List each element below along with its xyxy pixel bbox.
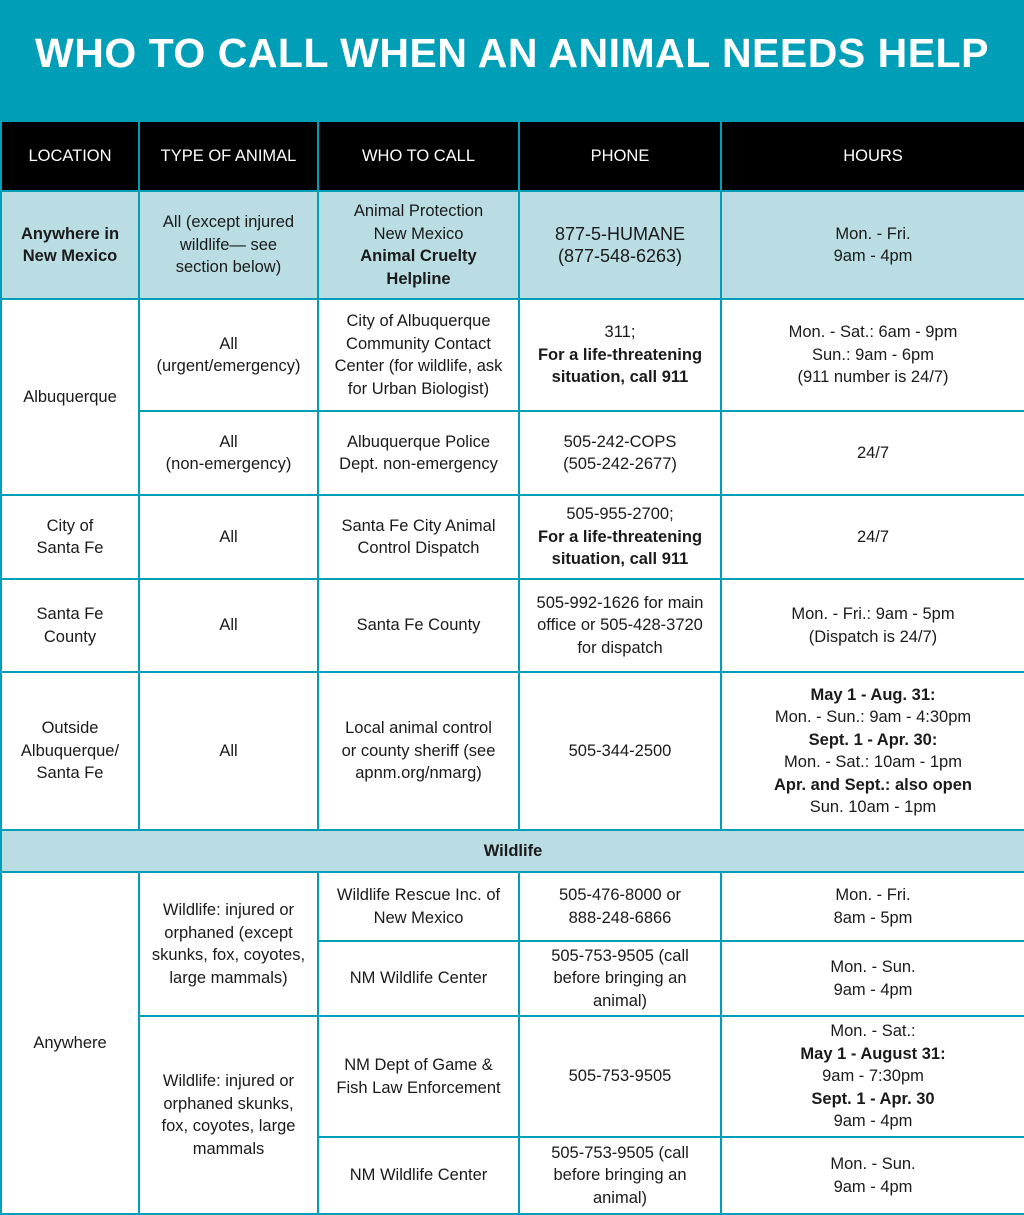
- header-type: TYPE OF ANIMAL: [139, 121, 318, 191]
- contact-table: [0, 120, 1024, 1215]
- hours-cell: Mon. - Sat.: May 1 - August 31: 9am - 7:30pm Sept. 1 - Apr. 30 9am - 4pm: [721, 1016, 1024, 1137]
- location-cell: Albuquerque: [1, 299, 139, 495]
- hours-cell: Mon. - Sat.: 6am - 9pm Sun.: 9am - 6pm (911 number is 24/7): [721, 299, 1024, 411]
- table-row: [1, 411, 1024, 495]
- section-heading-row: [1, 830, 1024, 872]
- table-row: [1, 495, 1024, 579]
- header-location: LOCATION: [1, 121, 139, 191]
- location-cell: Anywhere in New Mexico: [1, 191, 139, 299]
- table-row: [1, 579, 1024, 672]
- who-cell: NM Wildlife Center: [318, 941, 519, 1016]
- table-row: [1, 191, 1024, 299]
- who-cell: NM Dept of Game & Fish Law Enforcement: [318, 1016, 519, 1137]
- location-cell: City of Santa Fe: [1, 495, 139, 579]
- hours-cell: 24/7: [721, 495, 1024, 579]
- hours-cell: Mon. - Fri. 8am - 5pm: [721, 872, 1024, 941]
- who-cell: City of Albuquerque Community Contact Center (for wildlife, ask for Urban Biologist): [318, 299, 519, 411]
- type-cell: All (non-emergency): [139, 411, 318, 495]
- who-cell: Albuquerque Police Dept. non-emergency: [318, 411, 519, 495]
- type-cell: Wildlife: injured or orphaned skunks, fox, coyotes, large mammals: [139, 1016, 318, 1214]
- type-cell: All: [139, 672, 318, 830]
- hours-cell: Mon. - Fri. 9am - 4pm: [721, 191, 1024, 299]
- who-cell: Local animal control or county sheriff (see apnm.org/nmarg): [318, 672, 519, 830]
- type-cell: All: [139, 495, 318, 579]
- phone-cell: 311; For a life-threatening situation, call 911: [519, 299, 721, 411]
- page-title: WHO TO CALL WHEN AN ANIMAL NEEDS HELP: [35, 30, 989, 76]
- phone-cell: 505-955-2700; For a life-threatening situation, call 911: [519, 495, 721, 579]
- type-cell: All (urgent/emergency): [139, 299, 318, 411]
- hours-cell: Mon. - Sun. 9am - 4pm: [721, 1137, 1024, 1214]
- phone-cell: 877-5-HUMANE (877-548-6263): [519, 191, 721, 299]
- hours-cell: May 1 - Aug. 31: Mon. - Sun.: 9am - 4:30pm Sept. 1 - Apr. 30: Mon. - Sat.: 10am - 1pm Apr. and Sept.: also open Sun. 10am - 1pm: [721, 672, 1024, 830]
- hours-cell: Mon. - Fri.: 9am - 5pm (Dispatch is 24/7): [721, 579, 1024, 672]
- type-cell: Wildlife: injured or orphaned (except skunks, fox, coyotes, large mammals): [139, 872, 318, 1016]
- phone-cell: 505-753-9505 (call before bringing an animal): [519, 1137, 721, 1214]
- title-banner: [0, 0, 1024, 120]
- phone-cell: 505-242-COPS (505-242-2677): [519, 411, 721, 495]
- phone-cell: 505-753-9505 (call before bringing an animal): [519, 941, 721, 1016]
- wildlife-heading: Wildlife: [1, 830, 1024, 872]
- who-cell: Animal Protection New Mexico Animal Cruelty Helpline: [318, 191, 519, 299]
- who-cell: Santa Fe City Animal Control Dispatch: [318, 495, 519, 579]
- hours-cell: Mon. - Sun. 9am - 4pm: [721, 941, 1024, 1016]
- type-cell: All (except injured wildlife— see section below): [139, 191, 318, 299]
- header-phone: PHONE: [519, 121, 721, 191]
- phone-cell: 505-753-9505: [519, 1016, 721, 1137]
- location-cell: Santa Fe County: [1, 579, 139, 672]
- location-cell: Anywhere: [1, 872, 139, 1214]
- who-cell: Santa Fe County: [318, 579, 519, 672]
- table-row: [1, 1016, 1024, 1137]
- header-row: [1, 121, 1024, 191]
- table-row: [1, 872, 1024, 941]
- hours-cell: 24/7: [721, 411, 1024, 495]
- type-cell: All: [139, 579, 318, 672]
- location-cell: Outside Albuquerque/ Santa Fe: [1, 672, 139, 830]
- phone-cell: 505-344-2500: [519, 672, 721, 830]
- phone-cell: 505-992-1626 for main office or 505-428-3720 for dispatch: [519, 579, 721, 672]
- header-who: WHO TO CALL: [318, 121, 519, 191]
- table-row: [1, 299, 1024, 411]
- who-cell: NM Wildlife Center: [318, 1137, 519, 1214]
- who-cell: Wildlife Rescue Inc. of New Mexico: [318, 872, 519, 941]
- header-hours: HOURS: [721, 121, 1024, 191]
- table-row: [1, 672, 1024, 830]
- phone-cell: 505-476-8000 or 888-248-6866: [519, 872, 721, 941]
